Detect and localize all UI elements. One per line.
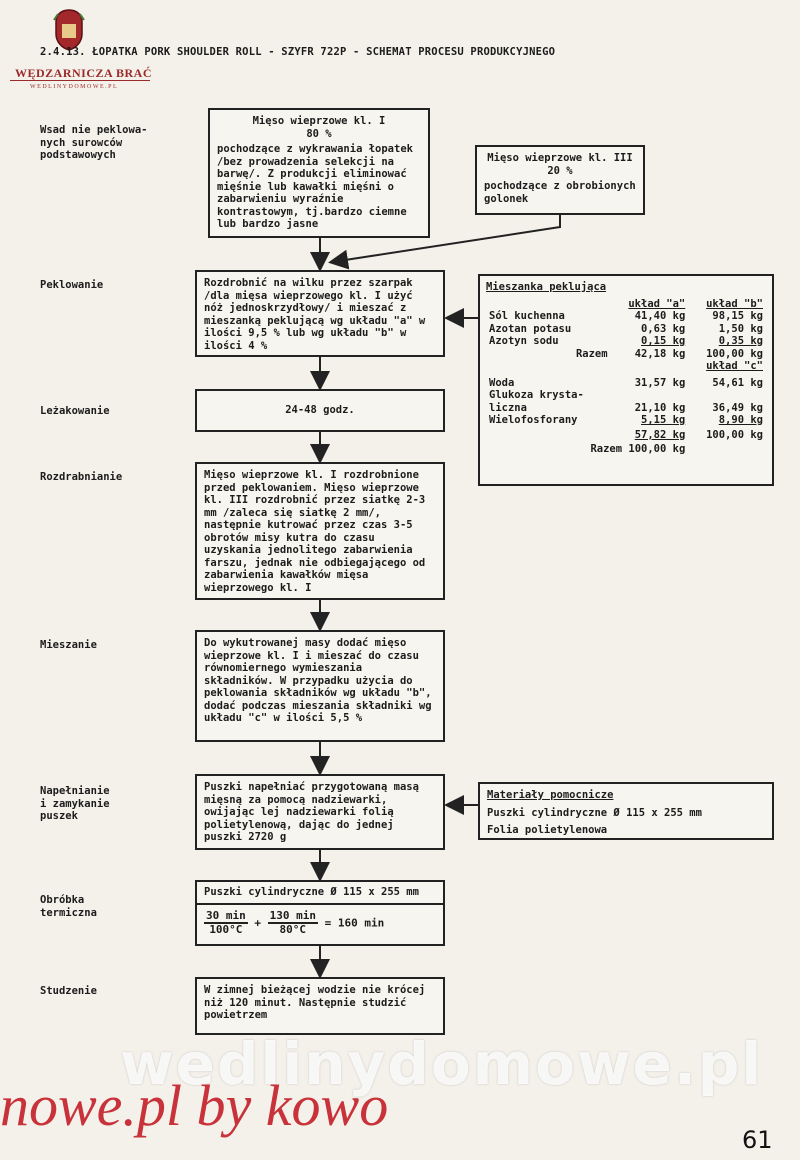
box-curing [195,270,445,357]
box-resting [195,389,445,432]
table-row: Woda 31,57 kg 54,61 kg [489,376,763,389]
filling-text: Puszki napełniać przygotowaną masą mięsną za pomocą nadziewarki, owijając lej nadziewarki folią polietylenową, dając do jednej puszki 2720 g [204,781,419,843]
mixing-text: Do wykutrowanej masy dodać mięso wieprzowe kl. I i mieszać do czasu równomiernego wymieszania składników. W przypadku użycia do peklowania składników wg układu "b", dodać podczas mieszania składniki wg układu "c" w ilości 5,5 % [204,637,432,724]
box-filling [195,774,445,850]
mixture-col-b: układ "b" [706,297,763,310]
thermal-fraction-2: $\frac{130 \min}{80^\circ C}$ [269,908,316,936]
auxiliary-item-foil: Folia polietylenowa [487,824,608,836]
auxiliary-title: Materiały pomocnicze [487,789,614,801]
table-row: Glukoza krysta- liczna 21,10 kg 36,49 kg [489,389,763,414]
thermal-cans: Puszki cylindryczne Ø 115 x 255 mm [197,886,443,905]
brand-name: WĘDZARNICZA BRAĆ [15,66,153,80]
box-pork-class-1 [208,108,430,238]
mixture-col-c: układ "c" [706,360,763,372]
brand-subtitle: WEDLINYDOMOWE.PL [30,84,119,90]
cooling-text: W zimnej bieżącej wodzie nie krócej niż 120 minut. Następnie studzić powietrzem [204,984,426,1021]
mixture-title: Mieszanka peklująca [486,281,607,293]
table-row: Wielofosforany 5,15 kg 8,90 kg [489,414,763,426]
table-row: 57,82 kg 100,00 kg [634,428,763,441]
page-title: 2.4.13. ŁOPATKA PORK SHOULDER ROLL - SZYFR 722P - SCHEMAT PROCESU PRODUKCYJNEGO [40,46,556,58]
pork-class-3-percent: 20 % [547,164,573,177]
thermal-fraction-1: $\frac{30 \min}{100^\circ C}$ [206,908,246,936]
curing-text: Rozdrobnić na wilku przez szarpak /dla mięsa wieprzowego kl. I użyć nóż jednoskrzydłowy/ i mieszać z mieszanką peklującą wg układu "a" w ilości 9,5 % lub wg układu "b" w ilości 4 % [204,277,426,352]
stage-label-cooling: Studzenie [40,985,97,997]
stage-label-thermal: Obróbka termiczna [40,894,97,919]
thermal-total: = 160 min [324,916,385,929]
table-row: Azotyn sodu 0,15 kg 0,35 kg [489,335,763,347]
stage-label-curing: Peklowanie [40,279,104,291]
pork-class-3-title: Mięso wieprzowe kl. III [487,152,633,164]
pork-class-1-desc: pochodzące z wykrawania łopatek /bez prowadzenia selekcji na barwę/. Z produkcji eliminować mięśnie lub kawałki mięśni o zabarwieniu wyraźnie kontrastowym, tj.bardzo ciemne lub bardzo jasne [217,143,413,230]
table-row: Sól kuchenna 41,40 kg 98,15 kg [489,310,763,322]
table-row: Azotan potasu 0,63 kg 1,50 kg [489,322,763,335]
mixture-col-a: układ "a" [628,297,686,310]
pork-class-1-title: Mięso wieprzowe kl. I [252,115,386,127]
box-auxiliary-materials [478,782,774,840]
box-cooling [195,977,445,1035]
box-mixing [195,630,445,742]
grinding-text: Mięso wieprzowe kl. I rozdrobnione przed peklowaniem. Mięso wieprzowe kl. III rozdrobnić przez siatkę 2-3 mm /zaleca się siatkę 2 mm/, następnie kutrować przez czas 3-5 obrotów misy kutra do czasu uzyskania jednolitego zabarwienia farszu, jednak nie odbiegającego od zabarwienia kawałków mięsa wieprzowego kl. I [204,469,426,594]
box-curing-mixture [478,274,774,486]
stage-label-resting: Leżakowanie [40,405,110,417]
table-row: Razem 42,18 kg 100,00 kg [575,347,763,360]
pork-class-1-percent: 80 % [306,127,332,140]
stage-label-grinding: Rozdrabnianie [40,471,123,483]
stage-label-mixing: Mieszanie [40,639,97,651]
footer-credit: nowe.pl by kowo [0,1073,389,1138]
resting-text: 24-48 godz. [285,404,355,417]
box-pork-class-3 [475,145,645,215]
stage-label-input: Wsad nie peklowa- nych surowców podstawowych [40,124,148,161]
box-grinding [195,462,445,600]
pork-class-3-desc: pochodzące z obrobionych golonek [484,180,636,205]
auxiliary-item-cans: Puszki cylindryczne Ø 115 x 255 mm [487,806,702,819]
stage-label-filling: Napełnianie i zamykanie puszek [40,785,110,822]
mixture-table [486,298,766,456]
page-number: 61 [742,1126,773,1154]
footer-watermark: wedlinydomowe.pl [120,1030,764,1098]
box-thermal: Puszki cylindryczne Ø 115 x 255 mm $\frac{30 \min}{100^\circ C}$ + $\frac{130 \min}{80^\circ C}$ = 160 min [195,880,445,946]
table-row: Razem 100,00 kg [590,443,686,455]
